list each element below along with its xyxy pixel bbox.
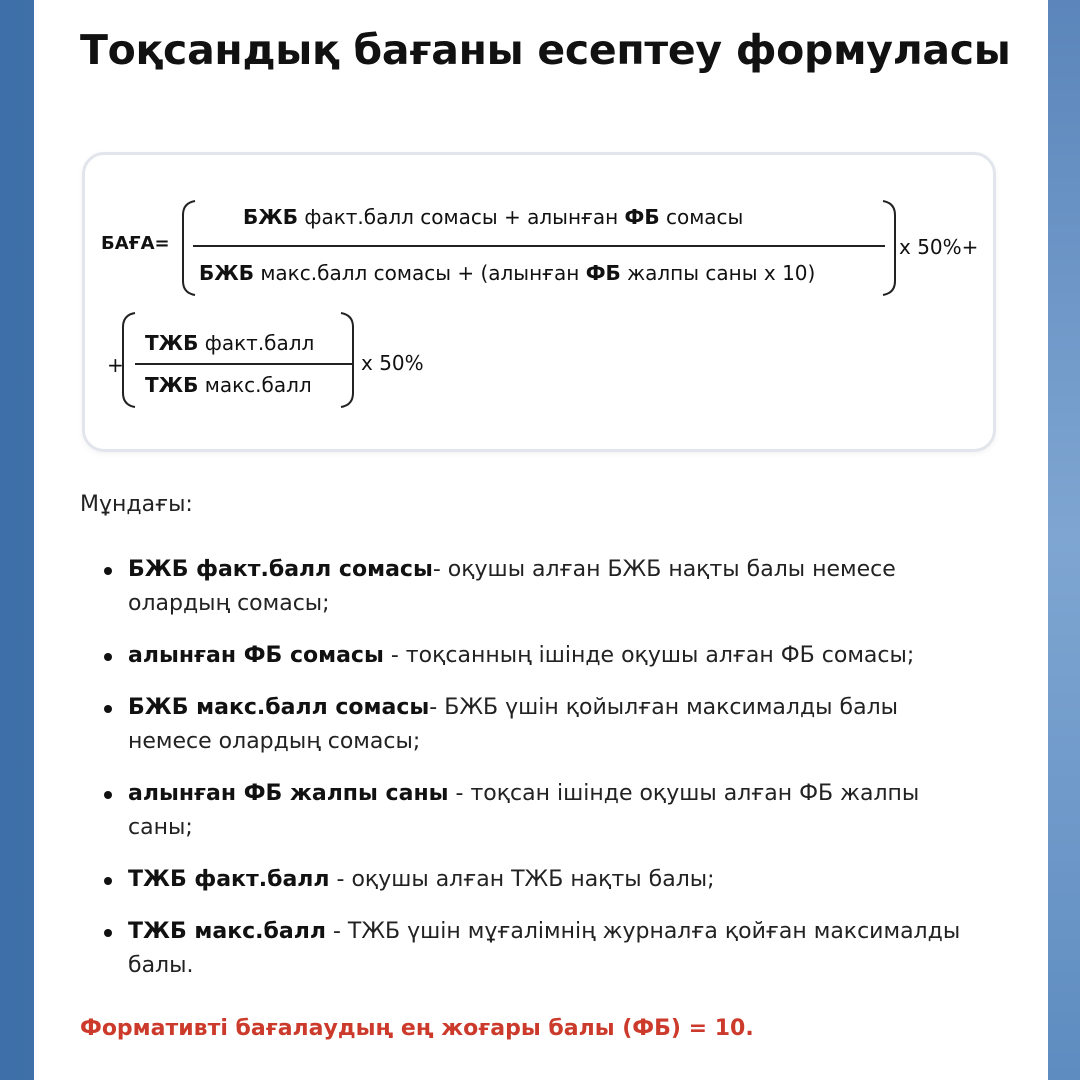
left-paren-1: [179, 199, 197, 297]
list-item: БЖБ макс.балл сомасы- БЖБ үшін қойылған максималды балы немесе олардың сомасы;: [94, 691, 974, 759]
list-item: ТЖБ макс.балл - ТЖБ үшін мұғалімнің журналға қойған максималды балы.: [94, 915, 974, 983]
formula-denominator-1: БЖБ макс.балл сомасы + (алынған ФБ жалпы саны x 10): [199, 261, 816, 285]
formula-plus: +: [107, 353, 124, 377]
formula-denominator-2: ТЖБ макс.балл: [145, 373, 312, 397]
max-score-note: Формативті бағалаудың ең жоғары балы (ФБ) = 10.: [80, 1016, 754, 1041]
right-paren-1: [881, 199, 899, 297]
intro-label: Мұндағы:: [80, 492, 193, 517]
background-strip: [1048, 0, 1080, 1080]
left-paren-2: [119, 311, 137, 409]
formula-card: [82, 152, 996, 452]
fraction-line-1: [193, 245, 885, 247]
document-page: [34, 0, 1048, 1080]
formula-multiplier-2: x 50%: [361, 351, 424, 375]
formula-numerator-2: ТЖБ факт.балл: [145, 331, 315, 355]
list-item: ТЖБ факт.балл - оқушы алған ТЖБ нақты балы;: [94, 863, 974, 897]
formula-numerator-1: БЖБ факт.балл сомасы + алынған ФБ сомасы: [243, 205, 744, 229]
right-paren-2: [339, 311, 357, 409]
fraction-line-2: [135, 363, 353, 365]
formula-multiplier-1: x 50%+: [899, 235, 979, 259]
page-title: Тоқсандық бағаны есептеу формуласы: [80, 26, 1011, 74]
terms-list: [94, 553, 974, 1001]
list-item: алынған ФБ жалпы саны - тоқсан ішінде оқушы алған ФБ жалпы саны;: [94, 777, 974, 845]
formula-lhs: БАҒА=: [101, 233, 170, 254]
list-item: алынған ФБ сомасы - тоқсанның ішінде оқушы алған ФБ сомасы;: [94, 639, 974, 673]
list-item: БЖБ факт.балл сомасы- оқушы алған БЖБ нақты балы немесе олардың сомасы;: [94, 553, 974, 621]
